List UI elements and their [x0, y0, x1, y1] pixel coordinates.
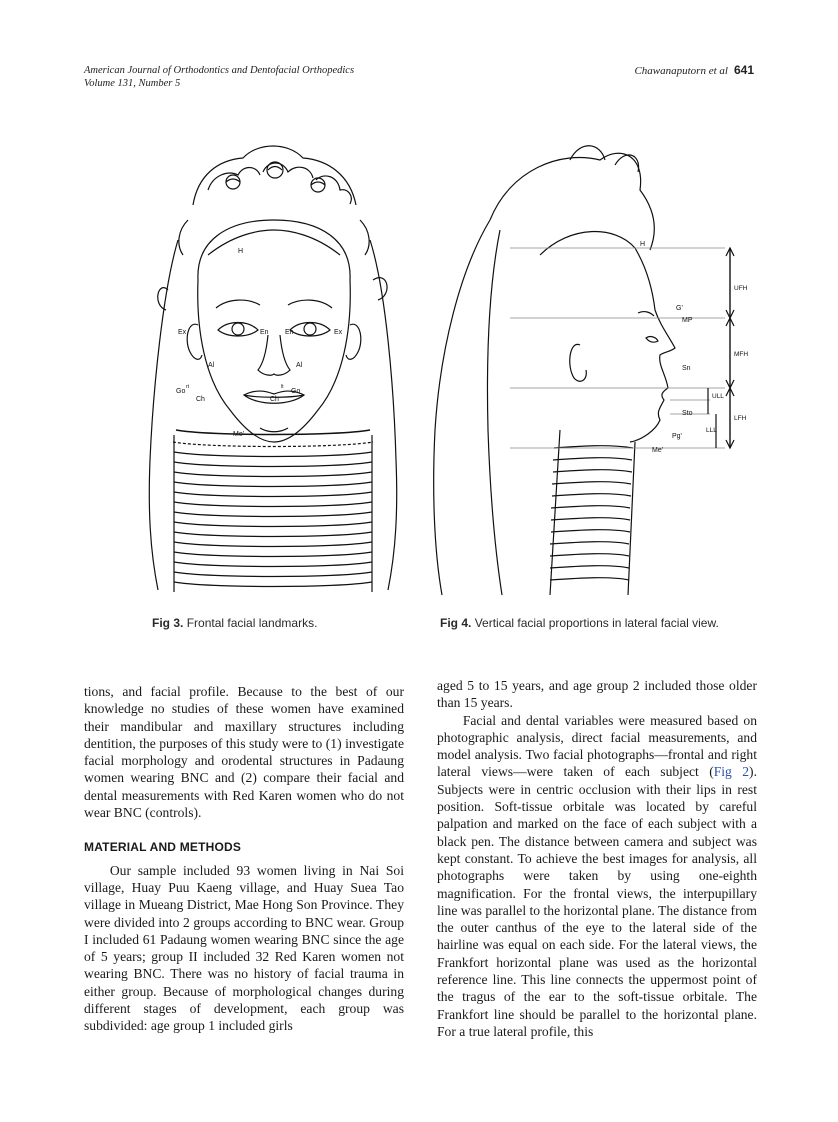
landmark-mp: MP [682, 317, 693, 324]
figure-4-caption [440, 616, 719, 630]
body-left-column [84, 683, 404, 1035]
running-header-journal [84, 64, 354, 90]
landmark-sn: Sn [682, 365, 691, 372]
paragraph-photographic-analysis [437, 712, 757, 1041]
landmark-lt-superscript: lt [281, 384, 284, 390]
figure-4-label: Fig 4. [440, 616, 472, 630]
landmark-sto: Sto [682, 410, 693, 417]
figure-2-link[interactable]: Fig 2 [713, 764, 750, 780]
figure-3-caption-text: Frontal facial landmarks. [186, 616, 318, 630]
figure-3-frontal-face [138, 130, 408, 600]
landmark-ex-right: Ex [178, 329, 187, 336]
landmark-go-left: Go [291, 388, 301, 395]
running-header-authors [634, 63, 754, 77]
landmark-ch-left: Ch [270, 396, 279, 403]
figure-3-label: Fig 3. [152, 616, 184, 630]
label-ufh: UFH [734, 285, 748, 292]
landmark-me: Me' [233, 431, 245, 438]
landmark-me: Me' [652, 447, 664, 454]
figure-4-caption-text: Vertical facial proportions in lateral facial view. [474, 616, 719, 630]
frontal-face-drawing [138, 130, 408, 600]
figure-3-caption [152, 616, 317, 630]
journal-volume: Volume 131, Number 5 [84, 78, 181, 89]
landmark-g: G' [676, 305, 683, 312]
text-photo-part-b: ). Subjects were in centric occlusion with their lips in rest position. Soft-tissue orbitale was located by careful palpation and marked on the face of each subject with a black pen. The distance between camera and subject was kept constant. To achieve the best images for analysis, all photographs were taken by using one-eighth magnification. For the frontal views, the interpupillary line was parallel to the horizontal plane. The distance from the outer canthus of the eye to the lateral side of the hairline was equal on each side. For the lateral views, the Frankfort horizontal plane was used as the horizontal reference line. This line connects the uppermost point of the tragus of the ear to the soft-tissue orbitale. The Frankfort line should be parallel to the horizontal plane. For a true lateral profile, this [437, 764, 757, 1039]
label-lfh: LFH [734, 415, 747, 422]
journal-title: American Journal of Orthodontics and Dentofacial Orthopedics [84, 65, 355, 76]
paragraph-sample: Our sample included 93 women living in Nai Soi village, Huay Puu Kaeng village, and Huay Suea Tao village in Mueang District, Mae Hong Son Province. They were divided into 2 groups according to BNC wear. Group I included 61 Padaung women wearing BNC since the age of 5 years; group II included 32 Red Karen women not wearing BNC. There was no history of facial trauma in either group. Because of morphological changes during different stages of development, each group was subdivided: age group 1 included girls [84, 862, 404, 1034]
landmark-h: H [238, 248, 244, 255]
label-mfh: MFH [734, 351, 749, 358]
section-heading-material-methods: MATERIAL AND METHODS [84, 840, 242, 855]
landmark-al-right: Al [208, 362, 215, 369]
paragraph-age-groups: aged 5 to 15 years, and age group 2 included those older than 15 years. [437, 678, 757, 711]
landmark-en-right: En [260, 329, 269, 336]
text-photo-part-a: Facial and dental variables were measured based on photographic analysis, direct facial measurements, and model analysis. Two facial photographs—frontal and right lateral views—were taken of each subject ( [437, 712, 757, 780]
label-lll: LLL [706, 427, 717, 434]
landmark-pg: Pg' [672, 433, 682, 440]
landmark-ch-right: Ch [196, 396, 205, 403]
author-names: Chawanaputorn et al [634, 65, 728, 77]
landmark-go-right: Go [176, 388, 186, 395]
page-number: 641 [733, 63, 754, 77]
landmark-ex-left: Ex [334, 329, 343, 336]
landmark-al-left: Al [296, 362, 303, 369]
landmark-h: H [640, 241, 646, 248]
landmark-en-left: En [285, 329, 294, 336]
body-right-column [437, 677, 757, 1040]
lateral-face-drawing [420, 130, 750, 600]
label-ull: ULL [712, 393, 724, 400]
paragraph-intro-end: tions, and facial profile. Because to the best of our knowledge no studies of these women have examined their mandibular and maxillary structures including dentition, the purposes of this study were to (1) investigate facial morphology and orodental structures in Padaung women wearing BNC and (2) compare their facial and dental measurements with Red Karen women who do not wear BNC (controls). [84, 684, 404, 821]
landmark-rt-superscript: rt [186, 384, 190, 390]
figure-4-lateral-face [420, 130, 750, 600]
